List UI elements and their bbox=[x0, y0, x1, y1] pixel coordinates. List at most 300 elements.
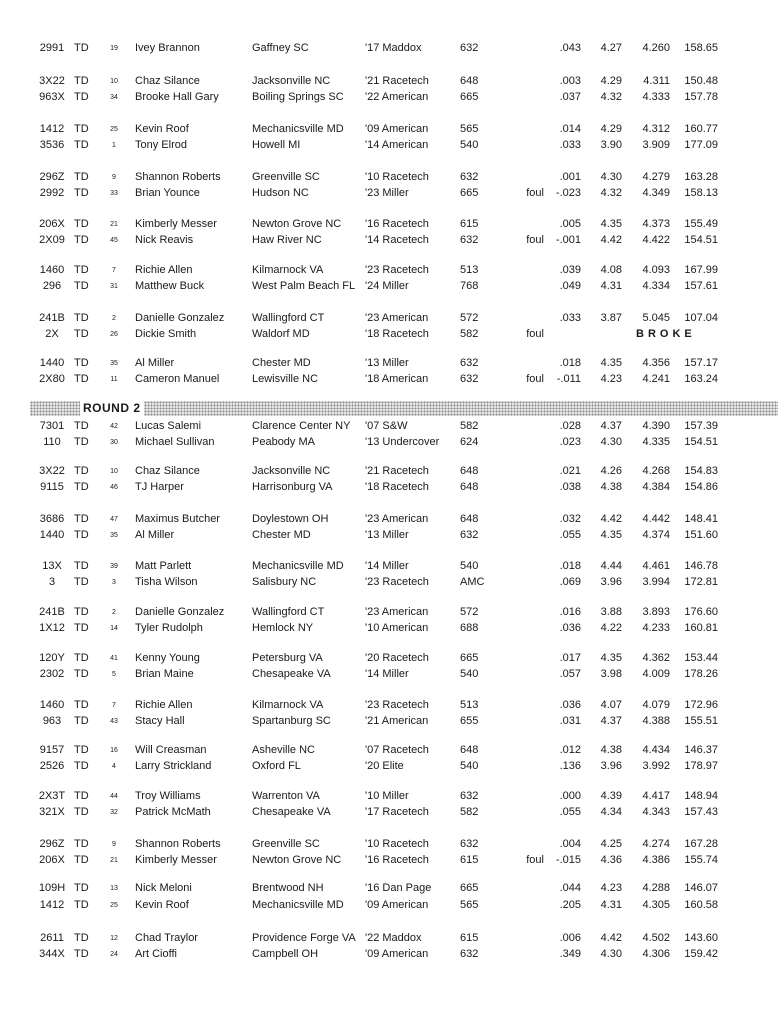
chassis: '07 S&W bbox=[365, 420, 408, 432]
elapsed-time: 4.461 bbox=[642, 560, 670, 572]
entry-number: 39 bbox=[110, 563, 118, 570]
engine: 572 bbox=[460, 606, 479, 618]
result-row bbox=[0, 74, 782, 89]
class-code: TD bbox=[74, 420, 89, 432]
sixty-foot-time: 4.35 bbox=[600, 529, 622, 541]
elapsed-time: 4.260 bbox=[642, 42, 670, 54]
car-number: 1412 bbox=[39, 899, 65, 911]
hometown: Lewisville NC bbox=[252, 373, 319, 385]
sixty-foot-time: 3.96 bbox=[600, 760, 622, 772]
elapsed-time: 4.434 bbox=[642, 744, 670, 756]
reaction-time: -.001 bbox=[555, 234, 581, 246]
car-number: 3 bbox=[48, 576, 56, 588]
engine: 632 bbox=[460, 234, 479, 246]
engine: 565 bbox=[460, 899, 479, 911]
speed-mph: 178.97 bbox=[684, 760, 718, 772]
driver-name: TJ Harper bbox=[135, 481, 184, 493]
speed-mph: 178.26 bbox=[684, 668, 718, 680]
speed-mph: 167.28 bbox=[684, 838, 718, 850]
sixty-foot-time: 4.38 bbox=[600, 744, 622, 756]
hometown: Waldorf MD bbox=[252, 328, 310, 340]
car-number: 1412 bbox=[39, 123, 65, 135]
chassis: '09 American bbox=[365, 123, 429, 135]
class-code: TD bbox=[74, 760, 89, 772]
driver-name: Richie Allen bbox=[135, 264, 193, 276]
elapsed-time: 4.373 bbox=[642, 218, 670, 230]
speed-mph: 150.48 bbox=[684, 75, 718, 87]
driver-name: Danielle Gonzalez bbox=[135, 606, 225, 618]
sixty-foot-time: 3.98 bbox=[600, 668, 622, 680]
elapsed-time: 4.374 bbox=[642, 529, 670, 541]
hometown: Chester MD bbox=[252, 529, 311, 541]
driver-name: Chaz Silance bbox=[135, 465, 200, 477]
driver-name: Brooke Hall Gary bbox=[135, 91, 219, 103]
chassis: '14 Racetech bbox=[365, 234, 429, 246]
result-row bbox=[0, 372, 782, 387]
chassis: '16 Racetech bbox=[365, 218, 429, 230]
entry-number: 9 bbox=[112, 174, 116, 181]
chassis: '13 Miller bbox=[365, 357, 409, 369]
entry-number: 16 bbox=[110, 747, 118, 754]
chassis: '17 Maddox bbox=[365, 42, 422, 54]
engine: 565 bbox=[460, 123, 479, 135]
driver-name: Chaz Silance bbox=[135, 75, 200, 87]
car-number: 3536 bbox=[39, 139, 65, 151]
entry-number: 41 bbox=[110, 655, 118, 662]
chassis: '23 Miller bbox=[365, 187, 409, 199]
class-code: TD bbox=[74, 790, 89, 802]
engine: 582 bbox=[460, 420, 479, 432]
class-code: TD bbox=[74, 838, 89, 850]
class-code: TD bbox=[74, 312, 89, 324]
car-number: 2526 bbox=[39, 760, 65, 772]
speed-mph: 163.24 bbox=[684, 373, 718, 385]
car-number: 296Z bbox=[39, 838, 65, 850]
entry-number: 31 bbox=[110, 283, 118, 290]
reaction-time: .001 bbox=[559, 171, 581, 183]
elapsed-time: 3.992 bbox=[642, 760, 670, 772]
elapsed-time: 4.288 bbox=[642, 882, 670, 894]
result-row bbox=[0, 805, 782, 820]
entry-number: 5 bbox=[112, 671, 116, 678]
elapsed-time: 4.306 bbox=[642, 948, 670, 960]
engine: 513 bbox=[460, 264, 479, 276]
engine: 632 bbox=[460, 790, 479, 802]
driver-name: Larry Strickland bbox=[135, 760, 212, 772]
speed-mph: 154.51 bbox=[684, 436, 718, 448]
sixty-foot-time: 4.42 bbox=[600, 234, 622, 246]
hometown: Chesapeake VA bbox=[252, 806, 331, 818]
chassis: '07 Racetech bbox=[365, 744, 429, 756]
driver-name: Brian Maine bbox=[135, 668, 194, 680]
driver-name: Maximus Butcher bbox=[135, 513, 220, 525]
entry-number: 3 bbox=[112, 579, 116, 586]
engine: 615 bbox=[460, 854, 479, 866]
result-row bbox=[0, 435, 782, 450]
elapsed-time: 4.009 bbox=[642, 668, 670, 680]
hometown: Mechanicsville MD bbox=[252, 560, 344, 572]
engine: 632 bbox=[460, 529, 479, 541]
sixty-foot-time: 4.27 bbox=[600, 42, 622, 54]
class-code: TD bbox=[74, 806, 89, 818]
foul-flag: foul bbox=[526, 328, 544, 340]
elapsed-time: 4.093 bbox=[642, 264, 670, 276]
class-code: TD bbox=[74, 899, 89, 911]
hometown: Newton Grove NC bbox=[252, 854, 342, 866]
class-code: TD bbox=[74, 264, 89, 276]
speed-mph: 176.60 bbox=[684, 606, 718, 618]
result-row bbox=[0, 311, 782, 326]
hometown: Brentwood NH bbox=[252, 882, 324, 894]
result-row bbox=[0, 698, 782, 713]
elapsed-time: 4.343 bbox=[642, 806, 670, 818]
elapsed-time: 5.045 bbox=[642, 312, 670, 324]
result-row bbox=[0, 217, 782, 232]
class-code: TD bbox=[74, 715, 89, 727]
result-row bbox=[0, 714, 782, 729]
reaction-time: .057 bbox=[559, 668, 581, 680]
elapsed-time: 4.079 bbox=[642, 699, 670, 711]
result-row bbox=[0, 837, 782, 852]
result-row bbox=[0, 138, 782, 153]
result-row bbox=[0, 667, 782, 682]
elapsed-time: 4.241 bbox=[642, 373, 670, 385]
entry-number: 19 bbox=[110, 45, 118, 52]
car-number: 296 bbox=[42, 280, 62, 292]
engine: 665 bbox=[460, 652, 479, 664]
result-row bbox=[0, 263, 782, 278]
driver-name: Kevin Roof bbox=[135, 899, 189, 911]
reaction-time: .038 bbox=[559, 481, 581, 493]
speed-mph: 157.17 bbox=[684, 357, 718, 369]
entry-number: 2 bbox=[112, 315, 116, 322]
engine: 665 bbox=[460, 91, 479, 103]
result-row bbox=[0, 170, 782, 185]
round-label: ROUND 2 bbox=[80, 401, 144, 416]
chassis: '14 Miller bbox=[365, 560, 409, 572]
engine: 632 bbox=[460, 838, 479, 850]
driver-name: Kimberly Messer bbox=[135, 218, 217, 230]
speed-mph: 153.44 bbox=[684, 652, 718, 664]
reaction-time: .028 bbox=[559, 420, 581, 432]
car-number: 344X bbox=[39, 948, 65, 960]
chassis: '21 Racetech bbox=[365, 75, 429, 87]
engine: 513 bbox=[460, 699, 479, 711]
driver-name: Art Cioffi bbox=[135, 948, 177, 960]
speed-mph: 157.43 bbox=[684, 806, 718, 818]
driver-name: Cameron Manuel bbox=[135, 373, 220, 385]
entry-number: 35 bbox=[110, 532, 118, 539]
entry-number: 33 bbox=[110, 190, 118, 197]
reaction-time: .004 bbox=[559, 838, 581, 850]
reaction-time: .018 bbox=[559, 357, 581, 369]
entry-number: 43 bbox=[110, 718, 118, 725]
chassis: '10 Racetech bbox=[365, 838, 429, 850]
elapsed-time: 4.268 bbox=[642, 465, 670, 477]
engine: 665 bbox=[460, 187, 479, 199]
hometown: Oxford FL bbox=[252, 760, 301, 772]
driver-name: Michael Sullivan bbox=[135, 436, 215, 448]
engine: 572 bbox=[460, 312, 479, 324]
reaction-time: .055 bbox=[559, 529, 581, 541]
car-number: 2X bbox=[45, 328, 59, 340]
entry-number: 46 bbox=[110, 484, 118, 491]
reaction-time: .032 bbox=[559, 513, 581, 525]
hometown: Peabody MA bbox=[252, 436, 315, 448]
entry-number: 13 bbox=[110, 885, 118, 892]
car-number: 2X3T bbox=[38, 790, 66, 802]
sixty-foot-time: 4.29 bbox=[600, 123, 622, 135]
reaction-time: -.023 bbox=[555, 187, 581, 199]
reaction-time: .023 bbox=[559, 436, 581, 448]
hometown: Salisbury NC bbox=[252, 576, 317, 588]
result-row bbox=[0, 528, 782, 543]
driver-name: Al Miller bbox=[135, 357, 175, 369]
elapsed-time: 4.233 bbox=[642, 622, 670, 634]
sixty-foot-time: 4.31 bbox=[600, 899, 622, 911]
chassis: '17 Racetech bbox=[365, 806, 429, 818]
reaction-time: .043 bbox=[559, 42, 581, 54]
class-code: TD bbox=[74, 606, 89, 618]
sixty-foot-time: 4.22 bbox=[600, 622, 622, 634]
driver-name: Nick Reavis bbox=[135, 234, 194, 246]
class-code: TD bbox=[74, 187, 89, 199]
elapsed-time: 4.274 bbox=[642, 838, 670, 850]
sixty-foot-time: 4.29 bbox=[600, 75, 622, 87]
reaction-time: .055 bbox=[559, 806, 581, 818]
engine: 648 bbox=[460, 75, 479, 87]
speed-mph: 157.61 bbox=[684, 280, 718, 292]
chassis: '14 Miller bbox=[365, 668, 409, 680]
reaction-time: .000 bbox=[559, 790, 581, 802]
chassis: '20 Racetech bbox=[365, 652, 429, 664]
class-code: TD bbox=[74, 529, 89, 541]
entry-number: 1 bbox=[112, 142, 116, 149]
reaction-time: .044 bbox=[559, 882, 581, 894]
elapsed-time: 4.362 bbox=[642, 652, 670, 664]
chassis: '23 American bbox=[365, 513, 429, 525]
foul-flag: foul bbox=[526, 187, 544, 199]
driver-name: Kimberly Messer bbox=[135, 854, 217, 866]
result-row bbox=[0, 122, 782, 137]
car-number: 1X12 bbox=[39, 622, 65, 634]
entry-number: 12 bbox=[110, 935, 118, 942]
sixty-foot-time: 4.35 bbox=[600, 218, 622, 230]
entry-number: 2 bbox=[112, 609, 116, 616]
reaction-time: -.015 bbox=[555, 854, 581, 866]
driver-name: Patrick McMath bbox=[135, 806, 211, 818]
class-code: TD bbox=[74, 948, 89, 960]
reaction-time: .036 bbox=[559, 699, 581, 711]
engine: 648 bbox=[460, 481, 479, 493]
hometown: Boiling Springs SC bbox=[252, 91, 344, 103]
hometown: Haw River NC bbox=[252, 234, 322, 246]
driver-name: Lucas Salemi bbox=[135, 420, 202, 432]
elapsed-time: 4.312 bbox=[642, 123, 670, 135]
foul-flag: foul bbox=[526, 234, 544, 246]
sixty-foot-time: 4.42 bbox=[600, 513, 622, 525]
car-number: 296Z bbox=[39, 171, 65, 183]
class-code: TD bbox=[74, 218, 89, 230]
entry-number: 21 bbox=[110, 221, 118, 228]
speed-mph: 146.07 bbox=[684, 882, 718, 894]
class-code: TD bbox=[74, 854, 89, 866]
class-code: TD bbox=[74, 560, 89, 572]
elapsed-time: 4.356 bbox=[642, 357, 670, 369]
engine: 648 bbox=[460, 513, 479, 525]
sixty-foot-time: 4.26 bbox=[600, 465, 622, 477]
hometown: Mechanicsville MD bbox=[252, 123, 344, 135]
engine: 632 bbox=[460, 948, 479, 960]
speed-mph: 154.83 bbox=[684, 465, 718, 477]
driver-name: Tisha Wilson bbox=[135, 576, 198, 588]
chassis: '14 American bbox=[365, 139, 429, 151]
result-row bbox=[0, 621, 782, 636]
sixty-foot-time: 3.90 bbox=[600, 139, 622, 151]
car-number: 241B bbox=[39, 312, 65, 324]
entry-number: 25 bbox=[110, 902, 118, 909]
engine: 648 bbox=[460, 465, 479, 477]
driver-name: Al Miller bbox=[135, 529, 175, 541]
hometown: Chester MD bbox=[252, 357, 311, 369]
hometown: Kilmarnock VA bbox=[252, 264, 324, 276]
class-code: TD bbox=[74, 280, 89, 292]
car-number: 1440 bbox=[39, 529, 65, 541]
sixty-foot-time: 4.30 bbox=[600, 436, 622, 448]
result-row bbox=[0, 931, 782, 946]
engine: 582 bbox=[460, 328, 479, 340]
engine: 632 bbox=[460, 42, 479, 54]
chassis: '13 Miller bbox=[365, 529, 409, 541]
hometown: Newton Grove NC bbox=[252, 218, 342, 230]
reaction-time: .005 bbox=[559, 218, 581, 230]
reaction-time: .018 bbox=[559, 560, 581, 572]
entry-number: 7 bbox=[112, 267, 116, 274]
car-number: 3X22 bbox=[39, 75, 65, 87]
reaction-time: .037 bbox=[559, 91, 581, 103]
sixty-foot-time: 4.36 bbox=[600, 854, 622, 866]
driver-name: Tony Elrod bbox=[135, 139, 187, 151]
car-number: 3X22 bbox=[39, 465, 65, 477]
car-number: 2302 bbox=[39, 668, 65, 680]
result-row bbox=[0, 480, 782, 495]
car-number: 13X bbox=[42, 560, 62, 572]
speed-mph: 172.81 bbox=[684, 576, 718, 588]
speed-mph: 159.42 bbox=[684, 948, 718, 960]
class-code: TD bbox=[74, 513, 89, 525]
reaction-time: .033 bbox=[559, 139, 581, 151]
car-number: 2992 bbox=[39, 187, 65, 199]
speed-mph: 146.78 bbox=[684, 560, 718, 572]
engine: 632 bbox=[460, 171, 479, 183]
speed-mph: 160.77 bbox=[684, 123, 718, 135]
sixty-foot-time: 3.96 bbox=[600, 576, 622, 588]
elapsed-time: 3.909 bbox=[642, 139, 670, 151]
class-code: TD bbox=[74, 234, 89, 246]
engine: 632 bbox=[460, 373, 479, 385]
result-row bbox=[0, 759, 782, 774]
class-code: TD bbox=[74, 699, 89, 711]
entry-number: 25 bbox=[110, 126, 118, 133]
driver-name: Matt Parlett bbox=[135, 560, 192, 572]
hometown: Jacksonville NC bbox=[252, 465, 331, 477]
elapsed-time: 4.502 bbox=[642, 932, 670, 944]
entry-number: 45 bbox=[110, 237, 118, 244]
elapsed-time: 4.417 bbox=[642, 790, 670, 802]
class-code: TD bbox=[74, 75, 89, 87]
entry-number: 10 bbox=[110, 468, 118, 475]
driver-name: Stacy Hall bbox=[135, 715, 185, 727]
entry-number: 47 bbox=[110, 516, 118, 523]
hometown: Asheville NC bbox=[252, 744, 315, 756]
result-row bbox=[0, 898, 782, 913]
car-number: 206X bbox=[39, 218, 65, 230]
driver-name: Kenny Young bbox=[135, 652, 200, 664]
speed-mph: 172.96 bbox=[684, 699, 718, 711]
speed-mph: 143.60 bbox=[684, 932, 718, 944]
chassis: '09 American bbox=[365, 948, 429, 960]
car-number: 120Y bbox=[39, 652, 65, 664]
class-code: TD bbox=[74, 328, 89, 340]
class-code: TD bbox=[74, 436, 89, 448]
result-row bbox=[0, 233, 782, 248]
hometown: Providence Forge VA bbox=[252, 932, 356, 944]
driver-name: Troy Williams bbox=[135, 790, 201, 802]
hometown: Howell MI bbox=[252, 139, 301, 151]
entry-number: 7 bbox=[112, 702, 116, 709]
speed-mph: 155.49 bbox=[684, 218, 718, 230]
driver-name: Tyler Rudolph bbox=[135, 622, 203, 634]
engine: 665 bbox=[460, 882, 479, 894]
reaction-time: .003 bbox=[559, 75, 581, 87]
speed-mph: 160.58 bbox=[684, 899, 718, 911]
car-number: 9157 bbox=[39, 744, 65, 756]
driver-name: Matthew Buck bbox=[135, 280, 205, 292]
driver-name: Will Creasman bbox=[135, 744, 207, 756]
chassis: '18 American bbox=[365, 373, 429, 385]
car-number: 963 bbox=[42, 715, 62, 727]
car-number: 109H bbox=[38, 882, 66, 894]
sixty-foot-time: 3.88 bbox=[600, 606, 622, 618]
engine: 768 bbox=[460, 280, 479, 292]
entry-number: 44 bbox=[110, 793, 118, 800]
car-number: 321X bbox=[39, 806, 65, 818]
engine: 615 bbox=[460, 218, 479, 230]
hometown: Kilmarnock VA bbox=[252, 699, 324, 711]
hometown: Jacksonville NC bbox=[252, 75, 331, 87]
chassis: '18 Racetech bbox=[365, 481, 429, 493]
result-row bbox=[0, 789, 782, 804]
chassis: '22 Maddox bbox=[365, 932, 422, 944]
hometown: Harrisonburg VA bbox=[252, 481, 333, 493]
sixty-foot-time: 4.35 bbox=[600, 652, 622, 664]
chassis: '24 Miller bbox=[365, 280, 409, 292]
hometown: Petersburg VA bbox=[252, 652, 323, 664]
speed-mph: 155.74 bbox=[684, 854, 718, 866]
hometown: Clarence Center NY bbox=[252, 420, 351, 432]
elapsed-time: 4.388 bbox=[642, 715, 670, 727]
class-code: TD bbox=[74, 123, 89, 135]
sixty-foot-time: 4.32 bbox=[600, 91, 622, 103]
car-number: 206X bbox=[39, 854, 65, 866]
speed-mph: 157.39 bbox=[684, 420, 718, 432]
foul-flag: foul bbox=[526, 373, 544, 385]
chassis: '20 Elite bbox=[365, 760, 404, 772]
sixty-foot-time: 4.32 bbox=[600, 187, 622, 199]
result-row bbox=[0, 41, 782, 56]
elapsed-time: 4.279 bbox=[642, 171, 670, 183]
chassis: '21 Racetech bbox=[365, 465, 429, 477]
